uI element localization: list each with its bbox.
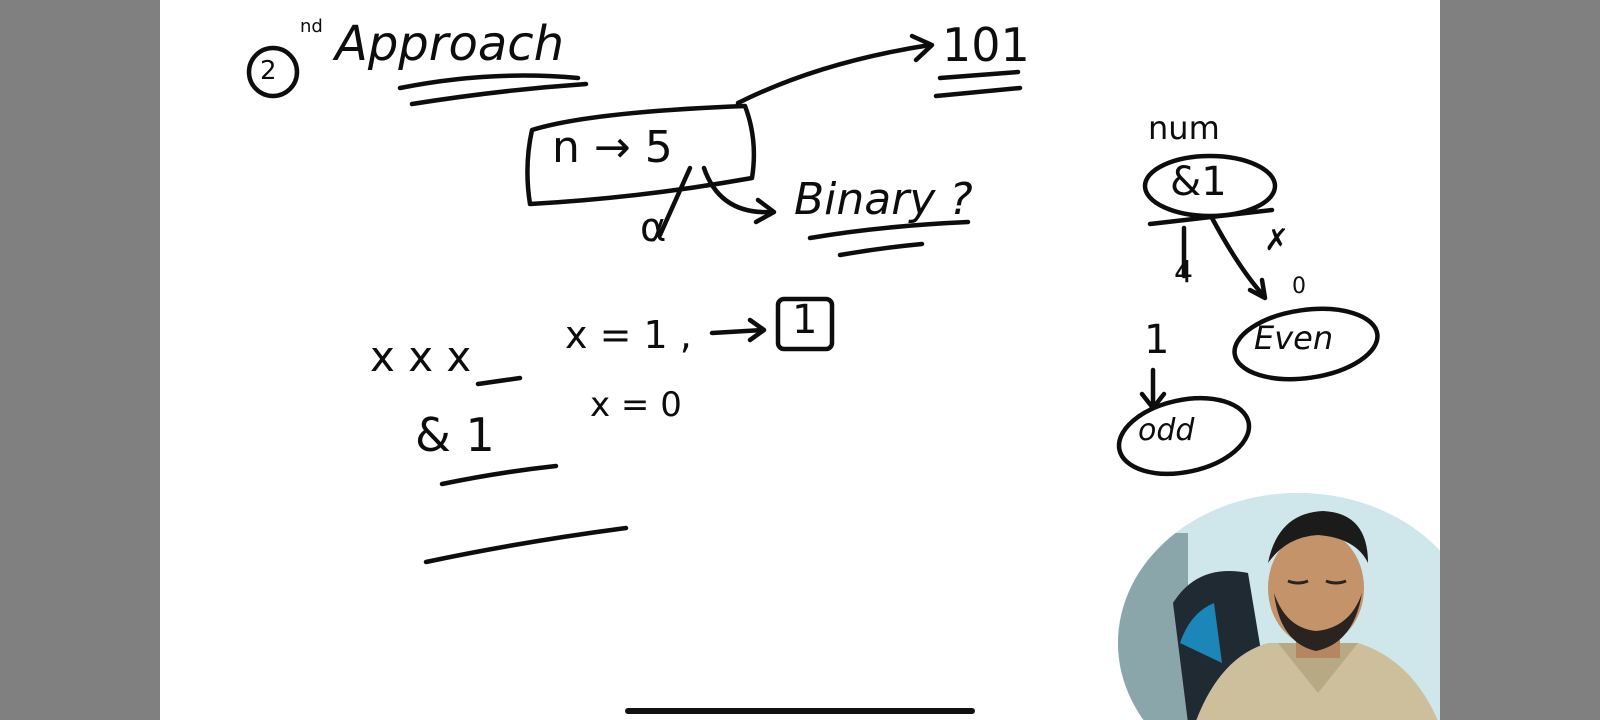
- alpha-mark: α: [640, 205, 667, 251]
- amp-one: & 1: [415, 408, 495, 462]
- presenter-webcam: [1118, 493, 1440, 720]
- arrow-to-even: [1212, 218, 1264, 296]
- xxx-marks: x x x: [370, 332, 472, 381]
- heading-suffix: nd: [300, 16, 323, 37]
- letterbox-right: [1440, 0, 1600, 720]
- arrow-to-101: [738, 45, 930, 103]
- boxed-one: 1: [792, 297, 818, 343]
- one-label: 1: [1144, 317, 1170, 363]
- zero-mark: 0: [1292, 274, 1306, 299]
- result-underline-1: [940, 72, 1018, 78]
- xxx-underline: [478, 378, 520, 384]
- presenter-icon: [1118, 493, 1440, 720]
- amp-underline: [442, 466, 556, 484]
- cross-mark: ✗: [1264, 223, 1290, 258]
- num-amp-one: &1: [1170, 159, 1227, 205]
- heading-title: Approach: [335, 16, 565, 72]
- blank-line: [426, 528, 626, 562]
- x-equals-one: x = 1 ,: [565, 313, 692, 357]
- x-equals-zero: x = 0: [590, 385, 682, 425]
- letterbox-left: [0, 0, 160, 720]
- odd-label: odd: [1138, 413, 1195, 448]
- even-label: Even: [1254, 319, 1334, 357]
- result-underline-2: [936, 88, 1020, 96]
- n-arrow-5: n → 5: [552, 122, 673, 173]
- whiteboard-canvas: [160, 0, 1440, 720]
- num-label: num: [1148, 109, 1220, 147]
- binary-underline-2: [840, 244, 922, 255]
- home-indicator: [625, 708, 975, 714]
- arrow-to-boxed-one: [712, 330, 763, 333]
- arrow-4-label: 4: [1174, 255, 1194, 290]
- heading-number: 2: [260, 56, 277, 86]
- heading-underline-2: [412, 84, 586, 104]
- binary-question: Binary ?: [794, 174, 973, 225]
- binary-result: 101: [942, 18, 1030, 72]
